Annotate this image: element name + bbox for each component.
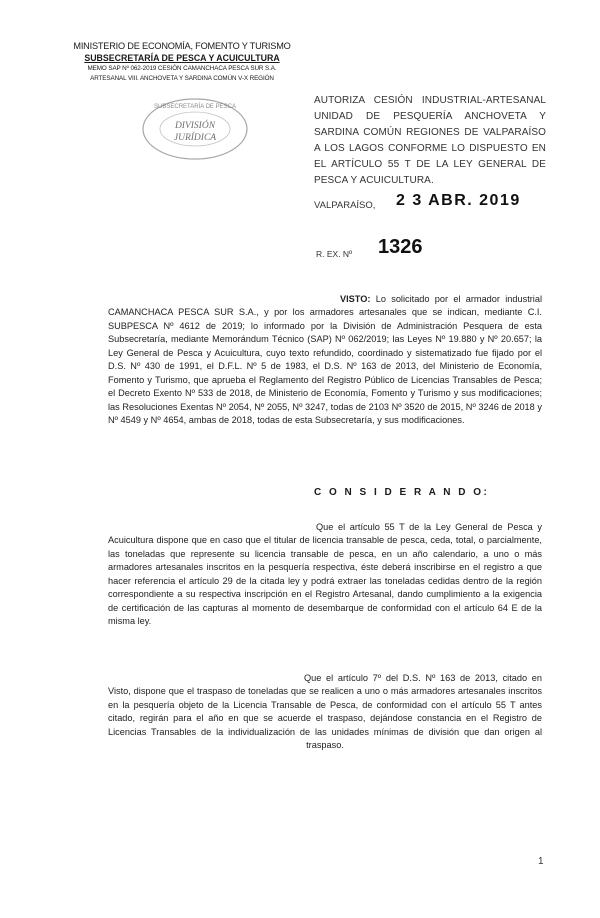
- resolution-title: AUTORIZA CESIÓN INDUSTRIAL-ARTESANAL UNIDAD DE PESQUERÍA ANCHOVETA Y SARDINA COMÚN REGIONES DE VALPARAÍSO A LOS LAGOS CONFORME LO DISPUESTO EN EL ARTÍCULO 55 T DE LA LEY GENERAL DE PESCA Y ACUICULTURA.: [314, 95, 546, 186]
- considerando-heading: C O N S I D E R A N D O:: [314, 487, 490, 498]
- visto-text: Lo solicitado por el armador industrial CAMANCHACA PESCA SUR S.A., y por los armadores artesanales que se indican, mediante C.I. SUBPESCA Nº 4612 de 2019; lo informado por la División de Administración Pesquera de esta Subsecretaría, mediante Memorándum Técnico (SAP) Nº 062/2019; las Leyes Nº 19.880 y Nº 20.657; la Ley General de Pesca y Acuicultura, cuyo texto refundido, coordinado y sistematizado fue fijado por el D.S. Nº 430 de 1991, el D.F.L. Nº 5 de 1983, el D.S. Nº 163 de 2013, del Ministerio de Economía, Fomento y Turismo, que aprueba el Reglamento del Registro Público de Licencias Transables de Pesca; el Decreto Exento Nº 533 de 2018, de Ministerio de Economía, Fomento y Turismo y sus modificaciones; las Resoluciones Exentas Nº 2054, Nº 2055, Nº 3247, todas de 2103 Nº 3520 de 2015, Nº 3246 de 2018 y Nº 4549 y Nº 4654, ambas de 2018, todas de esta Subsecretaría, y sus modificaciones.: [108, 294, 542, 426]
- subsecretaria-name: SUBSECRETARÍA DE PESCA Y ACUICULTURA: [84, 53, 280, 63]
- visto-paragraph: [108, 293, 542, 428]
- visto-label: VISTO:: [340, 294, 371, 304]
- memo-reference-line-2: ARTESANAL VIII. ANCHOVETA Y SARDINA COMÚN V-X REGIÓN: [90, 75, 274, 82]
- stamp-arc-text: SUBSECRETARÍA DE PESCA: [154, 104, 236, 110]
- considerando-paragraph-2: Que el artículo 7º del D.S. Nº 163 de 2013, citado en Visto, dispone que el traspaso de toneladas que se realicen a uno o más armadores artesanales inscritos en la pesquería objeto de la Licencia Transable de Pesca, de conformidad con el artículo 55 T antes citado, regirán para el año en que se acuerde el traspaso, dejándose constancia en el Registro de Licencias Transables de la individualización de las unidades mínimas de división que dan origen al traspaso.: [108, 673, 542, 751]
- memo-reference-line-1: MEMO SAP Nº 062-2019 CESIÓN CAMANCHACA PESCA SUR S.A.: [87, 65, 277, 72]
- resolution-number: 1326: [378, 236, 423, 258]
- resolution-number-label: R. EX. Nº: [316, 249, 353, 259]
- place-label: VALPARAÍSO,: [314, 200, 376, 211]
- stamp-line-1: DIVISIÓN: [174, 121, 216, 131]
- division-juridica-stamp: [136, 94, 254, 164]
- stamp-line-2: JURÍDICA: [173, 133, 217, 143]
- resolution-date: 2 3 ABR. 2019: [396, 192, 521, 209]
- page-number: 1: [538, 856, 544, 867]
- ministry-name: MINISTERIO DE ECONOMÍA, FOMENTO Y TURISMO: [73, 41, 291, 51]
- considerando-paragraph-1: Que el artículo 55 T de la Ley General de Pesca y Acuicultura dispone que en caso que el titular de licencia transable de pesca, ceda, total, o parcialmente, las toneladas que represente su licencia transable de pesca, en un año calendario, a uno o más armadores artesanales inscritos en la pesquería respectiva, éste deberá inscribirse en el registro a que hacer referencia el artículo 29 de la citada ley y podrá extraer las toneladas cedidas dentro de la región correspondiente a su respectiva inscripción en el Registro Artesanal, dando cumplimiento a la exigencia de certificación de las capturas al momento de desembarque de conformidad con el artículo 64 E de la misma ley.: [108, 522, 542, 627]
- letterhead: [62, 40, 302, 84]
